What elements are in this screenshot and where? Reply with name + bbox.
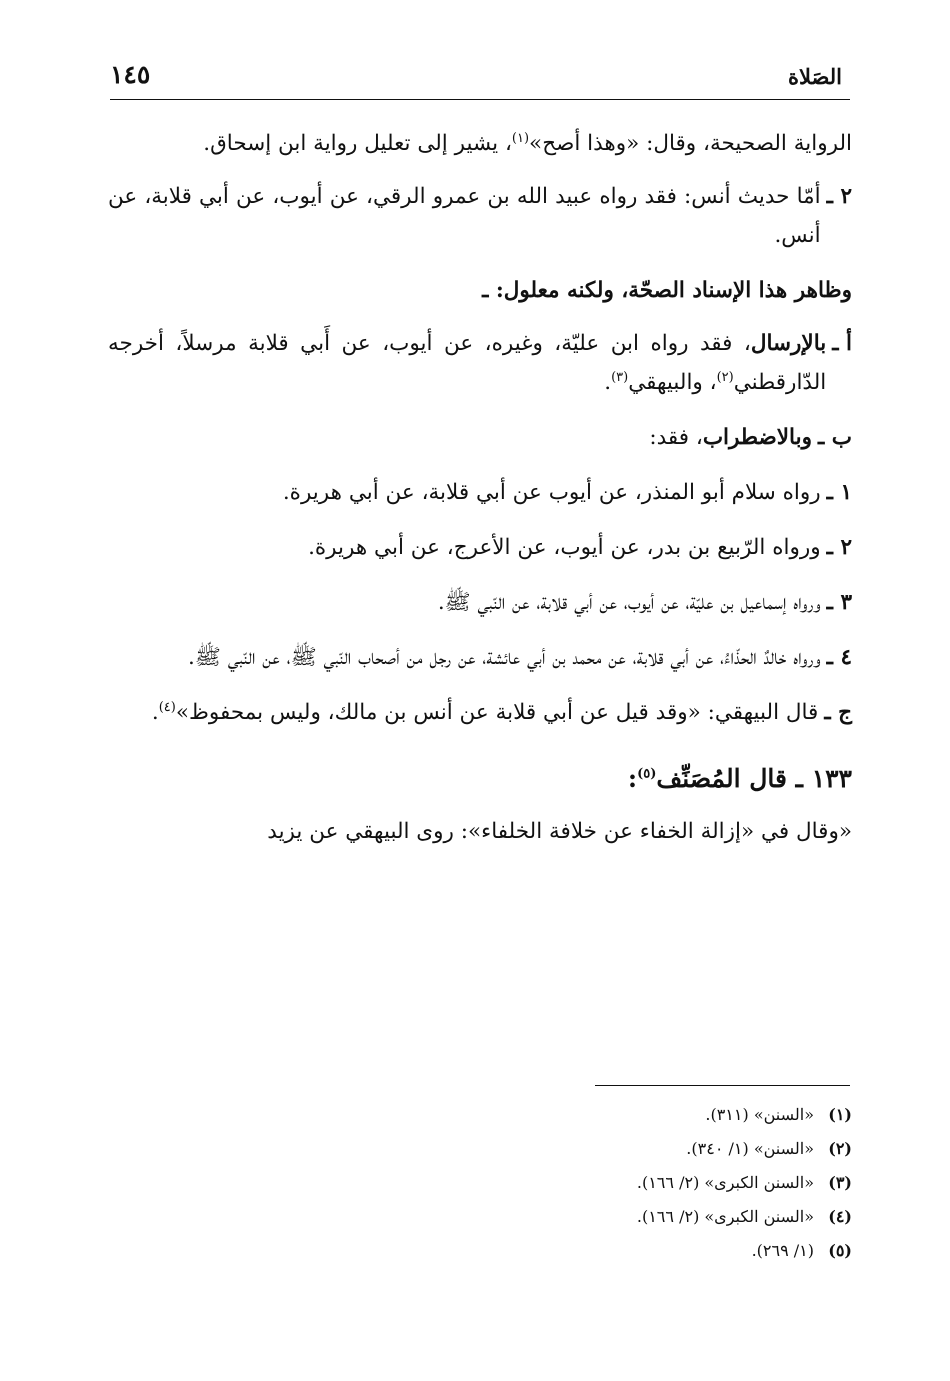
header-rule	[110, 99, 850, 100]
paragraph-3: وظاهر هذا الإسناد الصحّة، ولكنه معلول: ـ	[482, 278, 852, 303]
running-title: الصَلاة	[788, 64, 842, 89]
paragraph-1: الرواية الصحيحة، وقال: «وهذا أصح»$^{(١)}$، يشير إلى تعليل رواية ابن إسحاق.	[203, 130, 852, 156]
item-marker: ٢ ـ	[826, 184, 852, 209]
page-header	[110, 60, 842, 94]
sub-item-4: ٤ ـ ورواه خالدٌ الحذّاءُ، عن أبي قلابة، عن محمد بن أبي عائشة، عن رجل من أصحاب النّبي ﷺ، عن النّبي ﷺ.	[108, 638, 852, 677]
sub-item-3: ٣ ـ ورواه إسماعيل بن عليّة، عن أيوب، عن أبي قلابة، عن النّبي ﷺ.	[108, 583, 852, 622]
footnotes	[300, 1098, 852, 1268]
page-number: ١٤٥	[110, 60, 151, 89]
item-marker: ٢ ـ	[826, 535, 852, 560]
sub-item-2: ٢ ـ ورواه الرّبيع بن بدر، عن أيوب، عن الأعرج، عن أبي هريرة.	[108, 528, 852, 567]
item-marker: ج ـ	[824, 700, 852, 725]
footnote-rule	[595, 1085, 850, 1086]
item-c: ج ـ قال البيهقي: «وقد قيل عن أبي قلابة عن أنس بن مالك، وليس بمحفوظ»$^{(٤)}$.	[108, 693, 852, 732]
item-a: أ ـ بالإرسال، فقد رواه ابن عليّة، وغيره، عن أيوب، عن أَبي قلابة مرسلاً، أخرجه الدّارقطني$^{(٢)}$، والبيهقي$^{(٣)}$.	[108, 324, 852, 402]
main-text	[108, 124, 852, 865]
item-marker: ب ـ	[817, 425, 852, 450]
footnote: (٢) «السنن» (١/ ٣٤٠).	[686, 1139, 852, 1158]
item-marker: أ ـ	[832, 331, 852, 356]
footnote: (٥) (١/ ٢٦٩).	[751, 1241, 852, 1260]
section-heading: ١٣٣ ـ قال المُصَنِّف$^{(٥)}$:	[627, 764, 852, 793]
item-marker: ٣ ـ	[826, 590, 852, 615]
item-b: ب ـ وبالاضطراب، فقد:	[108, 418, 852, 457]
paragraph-last: «وقال في «إزالة الخفاء عن خلافة الخلفاء»: روى البيهقي عن يزيد	[267, 819, 852, 844]
footnote: (٣) «السنن الكبرى» (٢/ ١٦٦).	[636, 1173, 852, 1192]
item-marker: ٤ ـ	[826, 645, 852, 670]
sub-item-1: ١ ـ رواه سلام أبو المنذر، عن أيوب عن أبي قلابة، عن أبي هريرة.	[108, 473, 852, 512]
footnote: (١) «السنن» (٣١١).	[705, 1105, 852, 1124]
item-marker: ١ ـ	[826, 480, 852, 505]
footnote: (٤) «السنن الكبرى» (٢/ ١٦٦).	[636, 1207, 852, 1226]
paragraph-2: ٢ ـ أمّا حديث أنس: فقد رواه عبيد الله بن عمرو الرقي، عن أيوب، عن أبي قلابة، عن أنس.	[108, 177, 852, 255]
